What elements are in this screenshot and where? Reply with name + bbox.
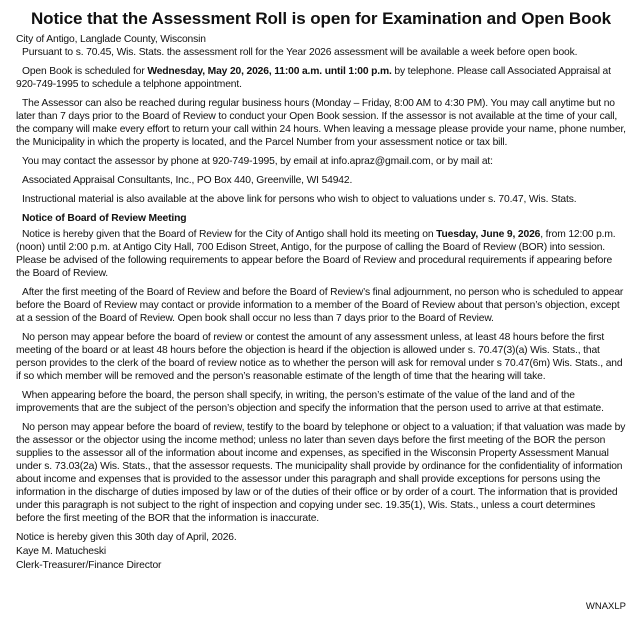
paragraph-instructional-material: Instructional material is also available at the above link for persons who wish to object to valuations under s. 70.47, Wis. Stats. bbox=[22, 194, 577, 205]
bor-meeting-text-pre: Notice is hereby given that the Board of Review for the City of Antigo shall hold its meeting on bbox=[22, 229, 437, 240]
paragraph-assessment-roll: Pursuant to s. 70.45, Wis. Stats. the assessment roll for the Year 2026 assessment will be available a week before open book. bbox=[22, 47, 578, 58]
board-of-review-heading: Notice of Board of Review Meeting bbox=[22, 213, 187, 224]
paragraph-bor-meeting bbox=[16, 228, 626, 280]
publication-code: WNAXLP bbox=[585, 601, 626, 612]
notice-title: Notice that the Assessment Roll is open for Examination and Open Book bbox=[30, 9, 611, 28]
paragraph-mailing-address: Associated Appraisal Consultants, Inc., PO Box 440, Greenville, WI 54942. bbox=[22, 175, 353, 186]
signature-block bbox=[16, 531, 626, 572]
signature-role: Clerk-Treasurer/Finance Director bbox=[16, 560, 162, 571]
paragraph-contact: You may contact the assessor by phone at 920-749-1995, by email at info.apraz@gmail.com, or by mail at: bbox=[22, 156, 493, 167]
bor-meeting-date: Tuesday, June 9, 2026 bbox=[436, 229, 541, 240]
paragraph-income-method: No person may appear before the board of review, testify to the board by telephone or object to a valuation; if that valuation was made by the assessor or the objector using the income method; unless no later than seven days before the first meeting of the BOR the person supplies to the assessor all of the information about income and expenses, as specified in the Wisconsin Property Assessment Manual under s. 73.03(2a) Wis. Stats., that the assessor requests. The municipality shall provide by ordinance for the confidentiality of information about income and expenses that is provided to the assessor under this paragraph and shall provide exceptions for persons using the information in the discharge of duties imposed by law or of the duties of their office or by order of a court. The information that is provided under this paragraph is not subject to the right of inspection and copying under sec. 19.35(1), Wis. Stats., unless a court determines before the first meeting of the BOR that the information is inaccurate. bbox=[16, 422, 626, 524]
open-book-text-post: by telephone. Please call Associated Appraisal at 920-749-1995 to schedule a telphone appointment. bbox=[16, 66, 611, 90]
paragraph-assessor-hours: The Assessor can also be reached during regular business hours (Monday – Friday, 8:00 AM to 4:30 PM). You may call anytime but no later than 7 days prior to the Board of Review to conduct your Open Book session. If the assessor is not available at the time of your call, the company will make every effort to return your call within 24 hours. When leaving a message please provide your name, phone number, the Municipality in which the property is located, and the Parcel Number from your assessment notice or tax bill. bbox=[16, 98, 626, 148]
open-book-text-pre: Open Book is scheduled for bbox=[22, 66, 148, 77]
municipality-line: City of Antigo, Langlade County, Wisconsin bbox=[16, 34, 206, 45]
paragraph-48-hours-notice: No person may appear before the board of review or contest the amount of any assessment unless, at least 48 hours before the first meeting of the board or at least 48 hours before the objection is heard if the objection is allowed under s. 70.47(3)(a) Wis. Stats., that person provides to the clerk of the board of review notice as to whether the person will ask for removal under s 70.47(6m) Wis. Stats., and if so which member will be removed and the person’s reasonable estimate of the length of time that the hearing will take. bbox=[16, 332, 623, 382]
bor-meeting-text-post: , from 12:00 p.m. (noon) until 2:00 p.m. at Antigo City Hall, 700 Edison Street, Antigo, for the purpose of calling the Board of Review (BOR) into session. Please be advised of the following requirements to appear before the Board of Review and procedural requirements if appearing before the Board of Review. bbox=[16, 229, 616, 279]
signature-date-line: Notice is hereby given this 30th day of April, 2026. bbox=[16, 532, 237, 543]
paragraph-written-estimate: When appearing before the board, the person shall specify, in writing, the person’s estimate of the value of the land and of the improvements that are the subject of the person’s objection and specify the information that the person used to arrive at that estimate. bbox=[16, 390, 604, 414]
open-book-date: Wednesday, May 20, 2026, 11:00 a.m. until 1:00 p.m. bbox=[147, 66, 392, 77]
signature-name: Kaye M. Matucheski bbox=[16, 546, 107, 557]
paragraph-open-book bbox=[16, 65, 626, 91]
paragraph-no-contact: After the first meeting of the Board of Review and before the Board of Review’s final adjournment, no person who is scheduled to appear before the Board of Review may contact or provide information to a member of the Board of Review about that person’s objection, except at a session of the Board of Review. Open book shall occur no less than 7 days prior to the Board of Review. bbox=[16, 287, 624, 324]
